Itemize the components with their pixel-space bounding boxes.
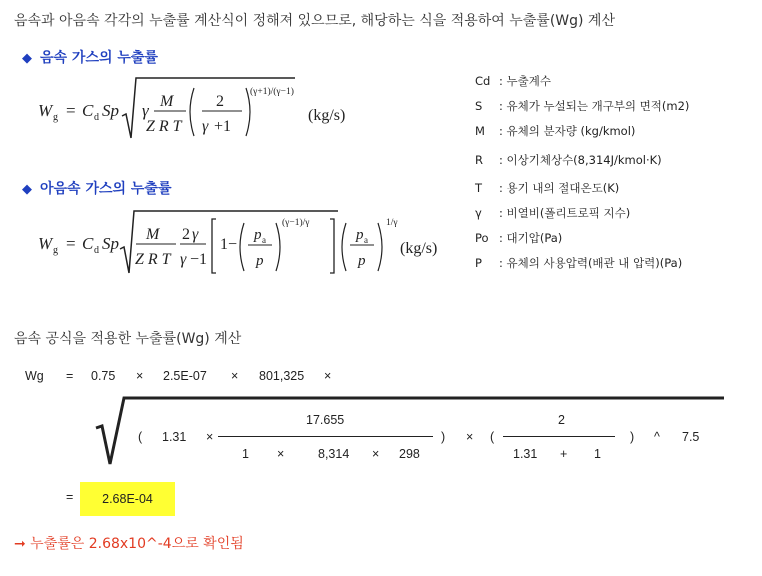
sonic-unit: (kg/s) — [308, 107, 346, 124]
calc-term: ) — [441, 430, 446, 444]
fraction-bar — [503, 436, 615, 437]
calc-title: 음속 공식을 적용한 누출률(Wg) 계산 — [14, 331, 242, 347]
calc-term: × — [231, 369, 239, 383]
svg-text:W: W — [38, 234, 53, 253]
svg-text:+1: +1 — [214, 118, 232, 135]
subsonic-section-heading — [22, 178, 171, 198]
svg-text:C: C — [82, 234, 94, 253]
svg-text:p: p — [256, 253, 264, 269]
legend-item: Po : 대기압(Pa) — [475, 231, 563, 245]
conclusion-text: ➞ 누출률은 2.68x10^-4으로 확인됨 — [14, 536, 244, 552]
calc-term: × — [206, 430, 214, 444]
calc-term: 0.75 — [91, 369, 116, 383]
diamond-bullet-icon: ◆ — [22, 182, 32, 197]
svg-text:1−: 1− — [220, 236, 238, 253]
diamond-bullet-icon: ◆ — [22, 51, 32, 66]
svg-text:p: p — [356, 227, 364, 243]
calc-term: ( — [490, 430, 495, 444]
svg-text:−1: −1 — [190, 251, 208, 268]
svg-text:a: a — [364, 235, 368, 245]
calc-term: ) — [630, 430, 635, 444]
svg-text:2: 2 — [182, 226, 190, 243]
sonic-section-heading — [22, 47, 158, 67]
svg-text:d: d — [94, 245, 99, 256]
svg-text:a: a — [262, 235, 266, 245]
svg-text:2: 2 — [216, 93, 224, 110]
svg-text:γ: γ — [142, 101, 149, 120]
legend-item: M : 유체의 분자량 (kg/kmol) — [475, 124, 636, 138]
legend-item: Cd : 누출계수 — [475, 74, 551, 88]
result-value: 2.68E-04 — [80, 482, 175, 516]
calc-term: × — [324, 369, 332, 383]
svg-text:Sp: Sp — [102, 101, 119, 120]
sonic-formula — [30, 70, 370, 150]
calc-term: = — [66, 369, 74, 383]
calc-term: 1 — [242, 447, 249, 461]
svg-text:γ: γ — [202, 118, 209, 135]
calc-term: 8,314 — [318, 447, 350, 461]
legend-item: P : 유체의 사용압력(배관 내 압력)(Pa) — [475, 256, 683, 270]
svg-text:W: W — [38, 101, 53, 120]
svg-text:M: M — [160, 93, 174, 110]
subsonic-unit: (kg/s) — [400, 240, 438, 257]
legend-item: γ : 비열비(폴리트로픽 지수) — [475, 206, 631, 220]
calc-term: ^ — [654, 430, 660, 444]
svg-text:(γ−1)/γ: (γ−1)/γ — [282, 218, 310, 228]
calc-term: × — [372, 447, 380, 461]
calc-term: 1.31 — [162, 430, 187, 444]
calc-term: 298 — [399, 447, 420, 461]
svg-text:(γ+1)/(γ−1): (γ+1)/(γ−1) — [250, 87, 294, 97]
calc-numerator: 17.655 — [306, 413, 345, 427]
svg-text:g: g — [53, 245, 58, 256]
subsonic-section-title: 아음속 가스의 누출률 — [40, 181, 172, 197]
svg-text:=: = — [66, 101, 76, 120]
svg-text:C: C — [82, 101, 94, 120]
calc-term: Wg — [25, 369, 44, 383]
svg-text:γ: γ — [192, 226, 199, 243]
svg-text:d: d — [94, 112, 99, 123]
svg-text:Z R T: Z R T — [146, 118, 182, 135]
svg-text:=: = — [66, 234, 76, 253]
legend-item: R : 이상기체상수(8,314J/kmol·K) — [475, 153, 662, 167]
svg-text:γ: γ — [180, 251, 187, 268]
calc-term: × — [466, 430, 474, 444]
calc-term: ( — [138, 430, 143, 444]
legend-item: T : 용기 내의 절대온도(K) — [475, 181, 620, 195]
calc-term: 1.31 — [513, 447, 538, 461]
svg-text:p: p — [254, 227, 262, 243]
calc-term: × — [136, 369, 144, 383]
svg-text:g: g — [53, 112, 58, 123]
legend-item: S : 유체가 누설되는 개구부의 면적(m2) — [475, 99, 690, 113]
svg-text:M: M — [146, 226, 160, 243]
calc-term: × — [277, 447, 285, 461]
calc-numerator: 2 — [558, 413, 565, 427]
sonic-section-title: 음속 가스의 누출률 — [40, 50, 158, 66]
svg-text:Sp: Sp — [102, 234, 119, 253]
svg-text:p: p — [358, 253, 366, 269]
calc-term: 801,325 — [259, 369, 305, 383]
result-equals: = — [66, 490, 74, 504]
calc-term: + — [560, 447, 568, 461]
calc-term: 2.5E-07 — [163, 369, 207, 383]
subsonic-formula — [30, 203, 450, 283]
calc-term: 1 — [594, 447, 601, 461]
fraction-bar — [218, 436, 433, 437]
svg-text:1/γ: 1/γ — [386, 218, 398, 228]
calc-term: 7.5 — [682, 430, 700, 444]
svg-text:Z R T: Z R T — [135, 251, 171, 268]
intro-text: 음속과 아음속 각각의 누출률 계산식이 정해져 있으므로, 해당하는 식을 적용하여 누출률(Wg) 계산 — [14, 13, 615, 29]
